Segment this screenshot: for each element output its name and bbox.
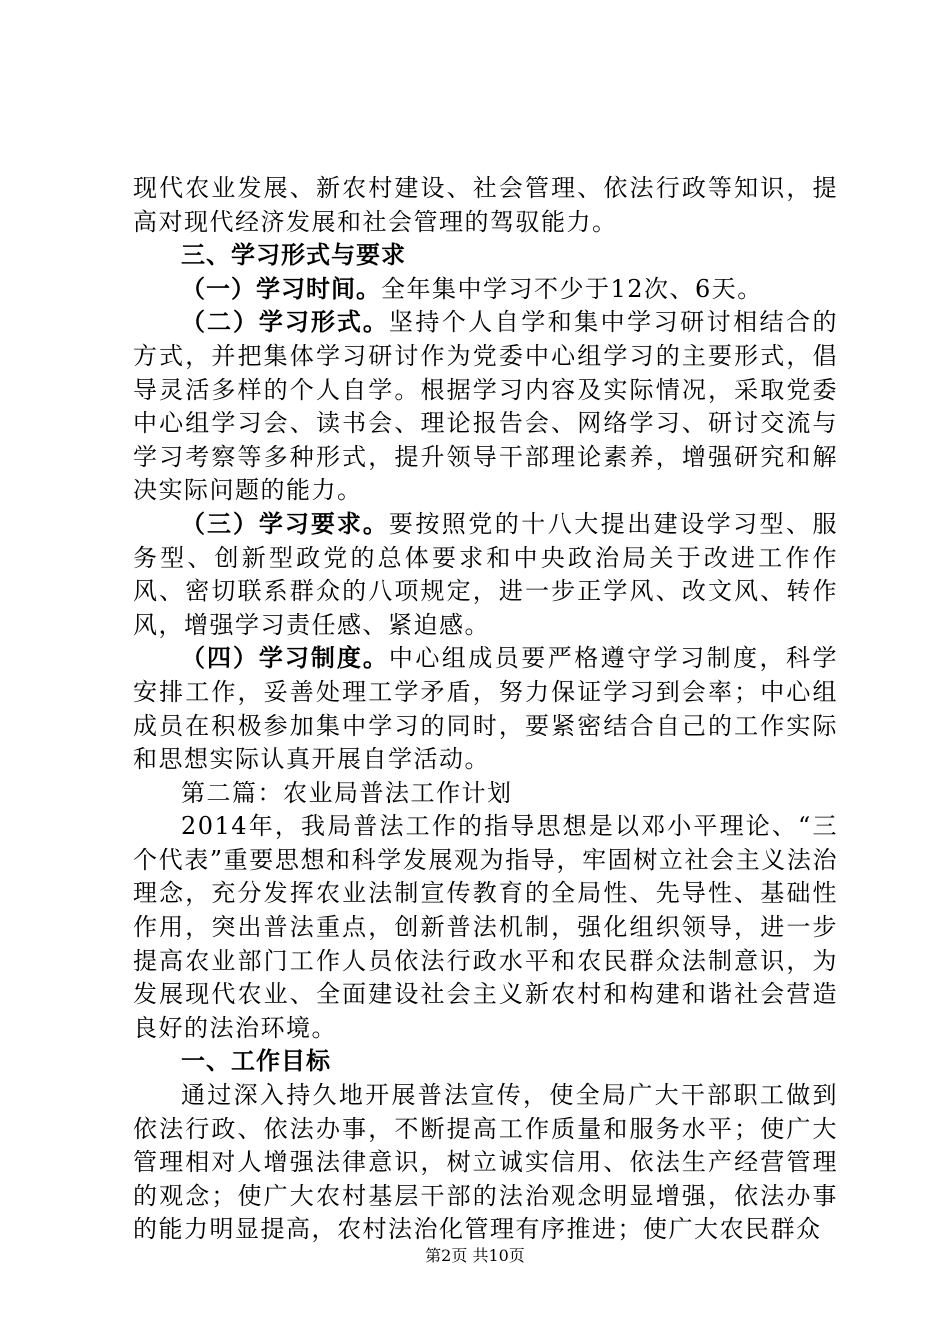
page-number-footer: 第2页 共10页 xyxy=(425,1246,525,1265)
paragraph-study-form xyxy=(133,306,838,508)
item-1-text: 全年集中学习不少于12次、6天。 xyxy=(381,274,763,303)
paragraph-guiding-ideology: 2014年，我局普法工作的指导思想是以邓小平理论、“三个代表”重要思想和科学发展观为指导，牢固树立社会主义法治理念，充分发挥农业法制宣传教育的全局性、先导性、基础性作用，突出普法重点，创新普法机制，强化组织领导，进一步提高农业部门工作人员依法行政水平和农民群众法制意识，为发展现代农业、全面建设社会主义新农村和构建和谐社会营造良好的法治环境。 xyxy=(133,812,838,1042)
item-3-lead: （三）学习要求。 xyxy=(181,509,389,538)
paragraph-study-requirements xyxy=(133,508,838,642)
document-body xyxy=(133,172,838,1247)
paragraph-intro-tail: 现代农业发展、新农村建设、社会管理、依法行政等知识，提高对现代经济发展和社会管理的驾驭能力。 xyxy=(133,174,838,236)
heading-section-3: 三、学习形式与要求 xyxy=(181,241,406,270)
item-4-lead: （四）学习制度。 xyxy=(181,644,389,673)
item-4-text: 中心组成员要严格遵守学习制度，科学安排工作，妥善处理工学矛盾，努力保证学习到会率；中心组成员在积极参加集中学习的同时，要紧密结合自己的工作实际和思想实际认真开展自学活动。 xyxy=(133,644,839,774)
paragraph-study-time xyxy=(133,273,838,307)
heading-work-goals: 一、工作目标 xyxy=(181,1047,331,1076)
item-3-text: 要按照党的十八大提出建设学习型、服务型、创新型政党的总体要求和中央政治局关于改进工作作风、密切联系群众的八项规定，进一步正学风、改文风、转作风，增强学习责任感、紧迫感。 xyxy=(133,509,839,639)
item-2-text: 坚持个人自学和集中学习研讨相结合的方式，并把集体学习研讨作为党委中心组学习的主要形式，倡导灵活多样的个人自学。根据学习内容及实际情况，采取党委中心组学习会、读书会、理论报告会、网络学习、研讨交流与学习考察等多种形式，提升领导干部理论素养，增强研究和解决实际问题的能力。 xyxy=(133,308,839,505)
item-2-lead: （二）学习形式。 xyxy=(181,308,389,337)
paragraph-work-goals: 通过深入持久地开展普法宣传，使全局广大干部职工做到依法行政、依法办事，不断提高工作质量和服务水平；使广大管理相对人增强法律意识，树立诚实信用、依法生产经营管理的观念；使广大农村基层干部的法治观念明显增强，依法办事的能力明显提高，农村法治化管理有序推进；使广大农民群众 xyxy=(133,1081,838,1244)
item-1-lead: （一）学习时间。 xyxy=(181,274,381,303)
paragraph-study-system xyxy=(133,642,838,776)
part-2-title: 第二篇：农业局普法工作计划 xyxy=(181,778,513,807)
